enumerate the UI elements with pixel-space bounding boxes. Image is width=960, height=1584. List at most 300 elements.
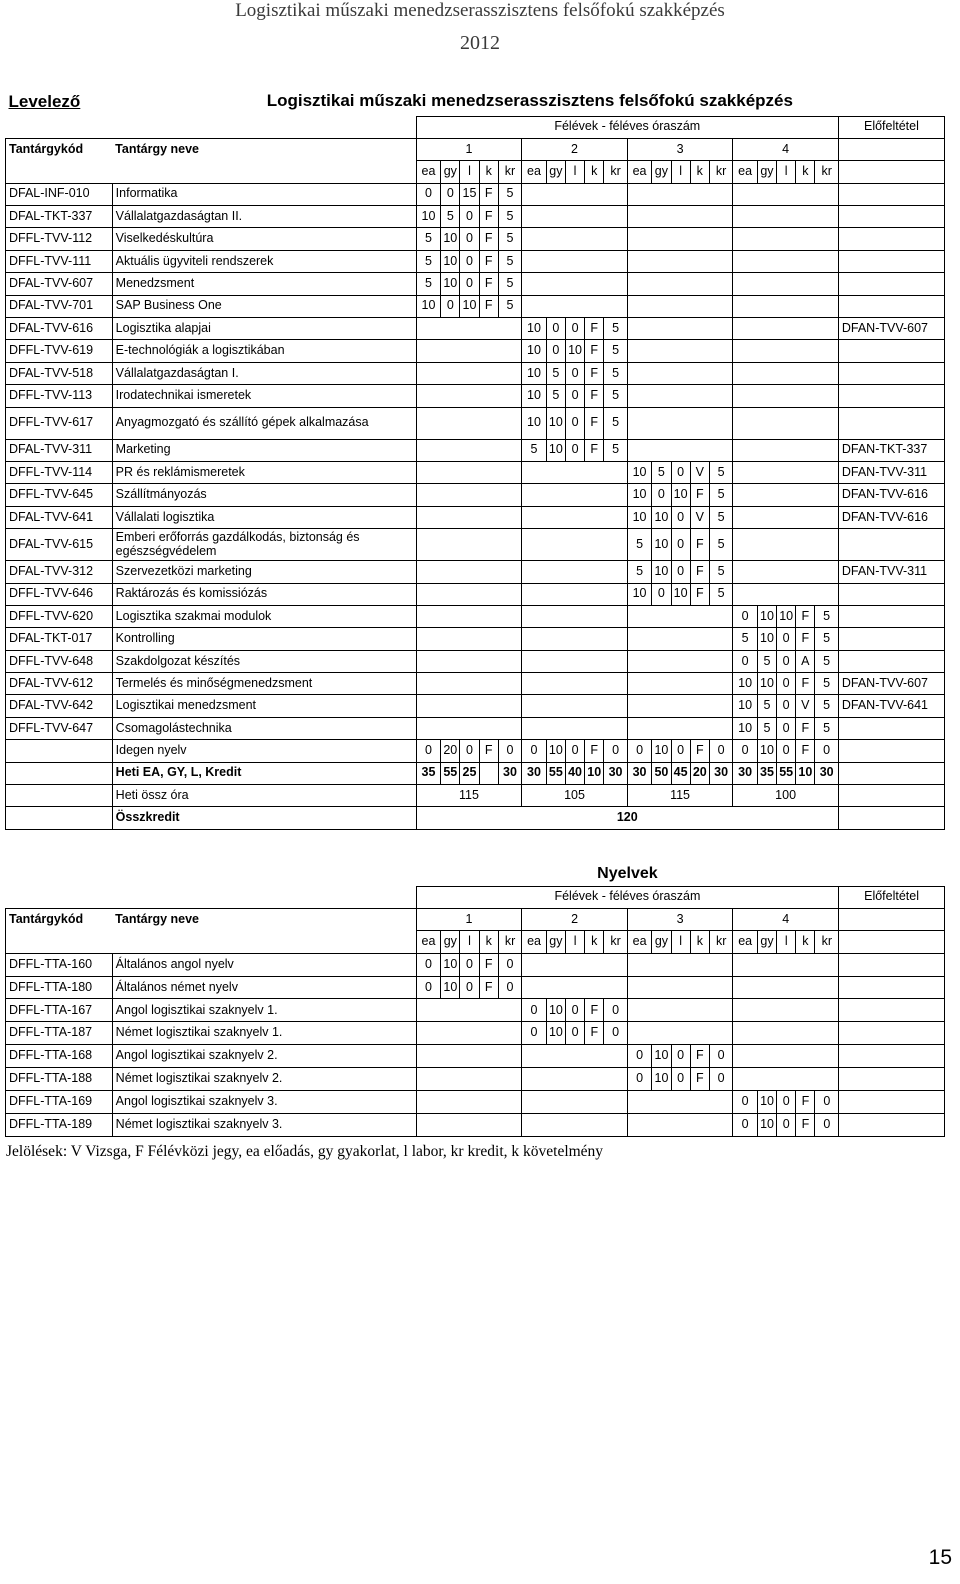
hour-value: 0	[777, 717, 796, 739]
course-name: Angol logisztikai szaknyelv 3.	[112, 1091, 416, 1114]
course-code: DFFL-TVV-648	[6, 650, 113, 672]
prerequisite: DFAN-TVV-616	[838, 506, 944, 528]
course-code: DFAL-TVV-616	[6, 318, 113, 340]
hour-value: 5	[757, 650, 776, 672]
hour-value: F	[796, 628, 815, 650]
hour-value: 0	[546, 340, 565, 362]
hour-value: 5	[709, 484, 732, 506]
hour-value: 10	[757, 605, 776, 627]
weekly-totals-label: Heti EA, GY, L, Kredit	[112, 762, 416, 784]
hour-value: 0	[671, 506, 690, 528]
hour-value: 5	[604, 340, 627, 362]
sub-header: k	[796, 931, 815, 953]
weekly-totals-row	[6, 762, 945, 784]
hour-value: 5	[815, 650, 838, 672]
hour-value: 0	[498, 953, 521, 976]
hour-value: 0	[604, 1022, 627, 1045]
hour-value: 0	[522, 740, 547, 762]
hour-value: 10	[416, 206, 441, 228]
course-code: DFAL-TVV-607	[6, 273, 113, 295]
course-row	[6, 484, 945, 506]
total-value: 30	[709, 762, 732, 784]
sub-header: kr	[604, 931, 627, 953]
hour-value: 5	[604, 439, 627, 461]
hour-value: 10	[546, 407, 565, 439]
semester-header: 1	[416, 908, 522, 930]
course-name: Szervezetközi marketing	[112, 561, 416, 583]
sub-header: l	[671, 931, 690, 953]
course-row	[6, 1091, 945, 1114]
course-row	[6, 529, 945, 561]
hour-value: V	[796, 695, 815, 717]
hour-value: 10	[652, 740, 671, 762]
course-row	[6, 605, 945, 627]
semesters-caption: Félévek - féléves óraszám	[416, 116, 838, 138]
hour-value: 0	[441, 295, 460, 317]
hour-value: 0	[460, 250, 479, 272]
hour-value: 0	[709, 1068, 732, 1091]
sub-header: gy	[652, 161, 671, 183]
hour-value: 0	[777, 1091, 796, 1114]
sub-header-row	[6, 931, 945, 953]
hour-value: 10	[757, 628, 776, 650]
semester-header: 4	[733, 138, 839, 160]
total-value: 10	[585, 762, 604, 784]
weekly-hours-row	[6, 785, 945, 807]
section-title: Nyelvek	[597, 864, 658, 882]
course-row	[6, 953, 945, 976]
course-code: DFFL-TVV-111	[6, 250, 113, 272]
legend: Jelölések: V Vizsga, F Félévközi jegy, ea előadás, gy gyakorlat, l labor, kr kredit, k követelmény	[6, 1143, 604, 1160]
hour-value: 0	[565, 385, 584, 407]
semester-header: 1	[416, 138, 522, 160]
hour-value: F	[796, 605, 815, 627]
semester-header: 2	[522, 908, 628, 930]
hour-value: 10	[565, 340, 584, 362]
hour-value: 0	[460, 273, 479, 295]
semester-header: 4	[733, 908, 839, 930]
hour-value: 5	[709, 583, 732, 605]
hour-value: 5	[604, 407, 627, 439]
total-value: 10	[796, 762, 815, 784]
course-name: Anyagmozgató és szállító gépek alkalmazása	[112, 407, 416, 439]
course-name: Csomagolástechnika	[112, 717, 416, 739]
hour-value: 0	[565, 740, 584, 762]
hour-value: 5	[652, 461, 671, 483]
hour-value: F	[585, 740, 604, 762]
hour-value: 0	[709, 1045, 732, 1068]
name-header: Tantárgy neve	[112, 908, 416, 930]
hour-value: 0	[546, 318, 565, 340]
hour-value: F	[585, 385, 604, 407]
course-code: DFAL-TVV-518	[6, 362, 113, 384]
course-code: DFAL-TVV-312	[6, 561, 113, 583]
sub-header: kr	[815, 161, 838, 183]
hour-value: 10	[671, 484, 690, 506]
course-row	[6, 1045, 945, 1068]
hour-value: 0	[565, 999, 584, 1022]
hour-value: 10	[441, 250, 460, 272]
course-name: Angol logisztikai szaknyelv 1.	[112, 999, 416, 1022]
sub-header: kr	[709, 931, 732, 953]
hour-value: F	[479, 206, 498, 228]
hour-value: 0	[416, 183, 441, 205]
hour-value: F	[690, 529, 709, 561]
hour-value: 15	[460, 183, 479, 205]
code-header: Tantárgykód	[6, 138, 113, 160]
semester-caption-row	[6, 116, 945, 138]
foreign-language-row	[6, 740, 945, 762]
sub-header: ea	[733, 931, 758, 953]
total-value: 45	[671, 762, 690, 784]
language-table	[5, 862, 945, 1137]
course-name: Általános angol nyelv	[112, 953, 416, 976]
hour-value: 5	[709, 561, 732, 583]
total-value: 30	[498, 762, 521, 784]
total-credit-label: Összkredit	[112, 807, 416, 829]
hour-value: V	[690, 461, 709, 483]
semester-header: 3	[627, 138, 733, 160]
hour-value: F	[585, 407, 604, 439]
sub-header: gy	[441, 931, 460, 953]
hour-value: 5	[498, 295, 521, 317]
hour-value: 0	[627, 1068, 652, 1091]
course-code: DFFL-TTA-167	[6, 999, 113, 1022]
course-row	[6, 273, 945, 295]
hour-value: 0	[733, 650, 758, 672]
hour-value: 0	[671, 1045, 690, 1068]
weekly-hours-value: 115	[416, 785, 522, 807]
course-code: DFFL-TVV-620	[6, 605, 113, 627]
course-name: SAP Business One	[112, 295, 416, 317]
hour-value: 0	[733, 1113, 758, 1136]
sub-header: kr	[498, 931, 521, 953]
hour-value: 0	[416, 976, 441, 999]
course-name: Szakdolgozat készítés	[112, 650, 416, 672]
hour-value: 10	[757, 1091, 776, 1114]
hour-value: F	[796, 1113, 815, 1136]
prerequisite: DFAN-TVV-311	[838, 461, 944, 483]
hour-value: A	[796, 650, 815, 672]
sub-header: l	[565, 161, 584, 183]
hour-value: 0	[565, 439, 584, 461]
hour-value: 0	[627, 740, 652, 762]
hour-value: 0	[498, 976, 521, 999]
hour-value: F	[479, 740, 498, 762]
course-row	[6, 1068, 945, 1091]
weekly-hours-value: 105	[522, 785, 628, 807]
hour-value: V	[690, 506, 709, 528]
hour-value: 0	[671, 1068, 690, 1091]
hour-value: F	[690, 484, 709, 506]
hour-value: 5	[416, 228, 441, 250]
course-row	[6, 561, 945, 583]
hour-value: 0	[777, 740, 796, 762]
prerequisite: DFAN-TVV-607	[838, 673, 944, 695]
course-row	[6, 717, 945, 739]
course-name: Raktározás és komissiózás	[112, 583, 416, 605]
hour-value: 0	[441, 183, 460, 205]
hour-value: 0	[671, 561, 690, 583]
prerequisite: DFAN-TVV-641	[838, 695, 944, 717]
hour-value: F	[690, 1068, 709, 1091]
hour-value: 10	[441, 953, 460, 976]
course-row	[6, 999, 945, 1022]
hour-value: 5	[604, 318, 627, 340]
sub-header: ea	[522, 161, 547, 183]
course-name: Logisztika alapjai	[112, 318, 416, 340]
hour-value: 5	[498, 206, 521, 228]
hour-value: 10	[777, 605, 796, 627]
sub-header: l	[671, 161, 690, 183]
course-row	[6, 340, 945, 362]
sub-header: l	[565, 931, 584, 953]
hour-value: 0	[565, 1022, 584, 1045]
sub-header: ea	[627, 161, 652, 183]
total-value: 30	[627, 762, 652, 784]
course-name: Angol logisztikai szaknyelv 2.	[112, 1045, 416, 1068]
course-row	[6, 583, 945, 605]
hour-value: 10	[757, 673, 776, 695]
total-value: 55	[546, 762, 565, 784]
hour-value: F	[479, 273, 498, 295]
course-row	[6, 976, 945, 999]
course-name: Logisztikai menedzsment	[112, 695, 416, 717]
weekly-hours-label: Heti össz óra	[112, 785, 416, 807]
hour-value: 10	[546, 740, 565, 762]
total-credit-value: 120	[416, 807, 838, 829]
hour-value: 10	[652, 1045, 671, 1068]
hour-value: 0	[815, 1091, 839, 1114]
sub-header: gy	[441, 161, 460, 183]
hour-value: F	[690, 583, 709, 605]
hour-value: 10	[652, 1068, 671, 1091]
sub-header: k	[585, 931, 604, 953]
hour-value: F	[479, 228, 498, 250]
sub-header: gy	[652, 931, 671, 953]
course-name: Német logisztikai szaknyelv 2.	[112, 1068, 416, 1091]
course-name: Német logisztikai szaknyelv 3.	[112, 1113, 416, 1136]
course-row	[6, 439, 945, 461]
hour-value: F	[796, 673, 815, 695]
hour-value: 10	[416, 295, 441, 317]
sub-header: gy	[546, 931, 565, 953]
hour-value: 5	[733, 628, 758, 650]
sub-header: ea	[733, 161, 758, 183]
prerequisite: DFAN-TVV-311	[838, 561, 944, 583]
hour-value: 0	[777, 1113, 796, 1136]
course-row	[6, 461, 945, 483]
hour-value: 0	[777, 673, 796, 695]
curriculum-table	[5, 88, 945, 830]
course-code: DFFL-TTA-180	[6, 976, 113, 999]
hour-value: 5	[546, 362, 565, 384]
course-row	[6, 183, 945, 205]
course-row	[6, 1022, 945, 1045]
course-name: Német logisztikai szaknyelv 1.	[112, 1022, 416, 1045]
prerequisite: DFAN-TVV-607	[838, 318, 944, 340]
course-name: E-technológiák a logisztikában	[112, 340, 416, 362]
hour-value: 10	[652, 561, 671, 583]
sub-header: kr	[604, 161, 627, 183]
hour-value: 5	[709, 529, 732, 561]
hour-value: 10	[757, 740, 776, 762]
course-row	[6, 228, 945, 250]
total-value: 35	[416, 762, 441, 784]
hour-value: 5	[815, 695, 838, 717]
hour-value: 10	[733, 717, 758, 739]
hour-value: 10	[546, 439, 565, 461]
hour-value: 0	[777, 695, 796, 717]
hour-value: F	[479, 976, 498, 999]
hour-value: 10	[546, 1022, 565, 1045]
course-row	[6, 695, 945, 717]
hour-value: 0	[604, 999, 627, 1022]
hour-value: 5	[757, 717, 776, 739]
hour-value: F	[690, 1045, 709, 1068]
sub-header-row	[6, 161, 945, 183]
total-value: 30	[733, 762, 758, 784]
hour-value: 10	[522, 362, 547, 384]
hour-value: 5	[498, 228, 521, 250]
hour-value: 10	[733, 673, 758, 695]
hour-value: 0	[460, 953, 479, 976]
hour-value: 10	[627, 506, 652, 528]
hour-value: 0	[733, 740, 758, 762]
hour-value: F	[796, 717, 815, 739]
hour-value: 10	[627, 484, 652, 506]
course-name: Kontrolling	[112, 628, 416, 650]
course-row	[6, 362, 945, 384]
sub-header: l	[460, 931, 479, 953]
prerequisite: DFAN-TKT-337	[838, 439, 944, 461]
sub-header: gy	[546, 161, 565, 183]
semester-header: 2	[522, 138, 628, 160]
course-code: DFFL-TTA-188	[6, 1068, 113, 1091]
semester-number-row	[6, 138, 945, 160]
hour-value: 5	[416, 250, 441, 272]
hour-value: F	[585, 340, 604, 362]
section-title: Logisztikai műszaki menedzserasszisztens felsőfokú szakképzés	[266, 91, 793, 111]
hour-value: 5	[757, 695, 776, 717]
sub-header: l	[777, 161, 796, 183]
hour-value: 0	[815, 740, 838, 762]
course-code: DFAL-TVV-641	[6, 506, 113, 528]
hour-value: 0	[565, 407, 584, 439]
hour-value: 0	[709, 740, 732, 762]
total-credit-row	[6, 807, 945, 829]
course-row	[6, 295, 945, 317]
course-code: DFFL-TVV-112	[6, 228, 113, 250]
course-name: Viselkedéskultúra	[112, 228, 416, 250]
total-value: 25	[460, 762, 479, 784]
course-code: DFAL-TKT-337	[6, 206, 113, 228]
course-name: Aktuális ügyviteli rendszerek	[112, 250, 416, 272]
name-header: Tantárgy neve	[112, 138, 416, 160]
course-code: DFFL-TVV-114	[6, 461, 113, 483]
course-row	[6, 407, 945, 439]
prerequisite: DFAN-TVV-616	[838, 484, 944, 506]
sub-header: k	[690, 931, 709, 953]
sub-header: kr	[815, 931, 839, 953]
hour-value: 5	[522, 439, 547, 461]
semesters-caption: Félévek - féléves óraszám	[416, 886, 838, 908]
hour-value: 5	[498, 183, 521, 205]
sub-header: ea	[627, 931, 652, 953]
course-code: DFAL-INF-010	[6, 183, 113, 205]
course-row	[6, 650, 945, 672]
hour-value: 5	[604, 362, 627, 384]
hour-value: 10	[441, 273, 460, 295]
semester-header: 3	[627, 908, 733, 930]
hour-value: F	[690, 740, 709, 762]
hour-value: F	[585, 318, 604, 340]
document-header-title: Logisztikai műszaki menedzserasszisztens felsőfokú szakképzés	[235, 0, 725, 21]
sub-header: k	[796, 161, 815, 183]
sub-header: k	[690, 161, 709, 183]
hour-value: 5	[815, 628, 838, 650]
sub-header: k	[479, 931, 498, 953]
hour-value: 0	[627, 1045, 652, 1068]
course-code: DFFL-TVV-619	[6, 340, 113, 362]
prerequisite-header: Előfeltétel	[839, 886, 945, 908]
course-row	[6, 385, 945, 407]
code-header: Tantárgykód	[6, 908, 113, 930]
hour-value: 5	[709, 506, 732, 528]
hour-value: 0	[671, 529, 690, 561]
hour-value: 0	[460, 206, 479, 228]
hour-value: 0	[815, 1113, 839, 1136]
hour-value: F	[585, 999, 604, 1022]
course-name: Menedzsment	[112, 273, 416, 295]
hour-value: 10	[460, 295, 479, 317]
hour-value: 10	[627, 461, 652, 483]
course-code: DFAL-TVV-612	[6, 673, 113, 695]
weekly-hours-value: 100	[733, 785, 839, 807]
course-name: Vállalati logisztika	[112, 506, 416, 528]
hour-value: 0	[671, 461, 690, 483]
hour-value: 0	[777, 628, 796, 650]
hour-value: 10	[441, 976, 460, 999]
hour-value: 0	[460, 976, 479, 999]
course-row	[6, 1113, 945, 1136]
course-name: Vállalatgazdaságtan I.	[112, 362, 416, 384]
course-name: Termelés és minőségmenedzsment	[112, 673, 416, 695]
sub-header: gy	[757, 161, 776, 183]
weekly-hours-value: 115	[627, 785, 733, 807]
hour-value: F	[585, 439, 604, 461]
course-row	[6, 673, 945, 695]
course-code: DFFL-TTA-160	[6, 953, 113, 976]
hour-value: 0	[777, 650, 796, 672]
hour-value: 5	[498, 273, 521, 295]
sub-header: l	[777, 931, 796, 953]
hour-value: F	[585, 1022, 604, 1045]
course-code: DFFL-TVV-646	[6, 583, 113, 605]
sub-header: k	[479, 161, 498, 183]
course-code: DFFL-TTA-187	[6, 1022, 113, 1045]
course-name: Szállítmányozás	[112, 484, 416, 506]
sub-header: ea	[416, 931, 441, 953]
course-code: DFFL-TVV-113	[6, 385, 113, 407]
hour-value: 5	[815, 673, 838, 695]
hour-value: 5	[416, 273, 441, 295]
sub-header: ea	[416, 161, 441, 183]
hour-value: 5	[815, 717, 838, 739]
hour-value: 10	[522, 407, 547, 439]
sub-header: l	[460, 161, 479, 183]
hour-value: 0	[604, 740, 627, 762]
